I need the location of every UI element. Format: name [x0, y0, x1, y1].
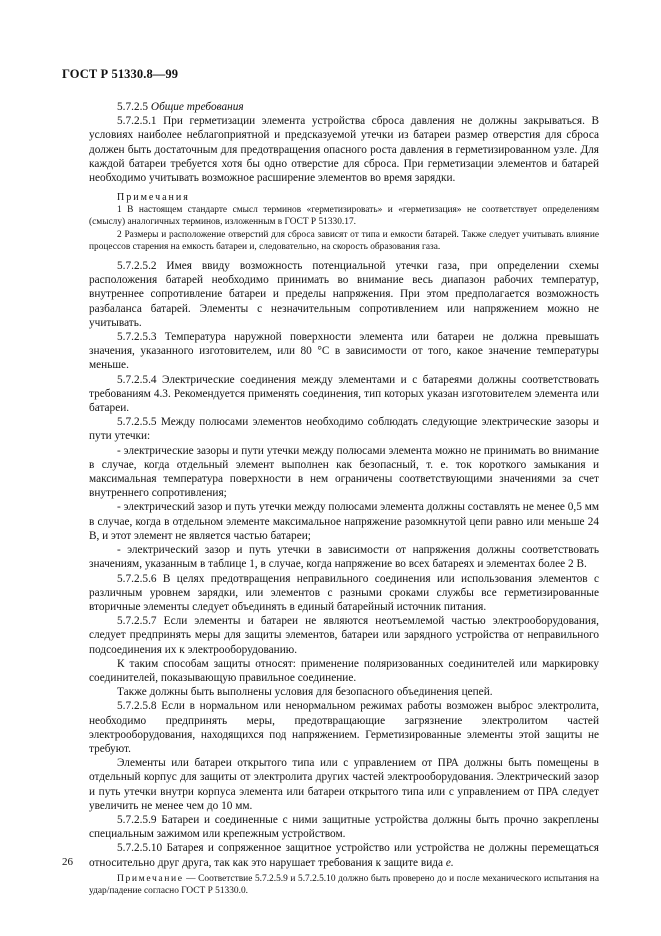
- protection-type-letter: е.: [445, 856, 454, 869]
- final-note-label: Примечание: [117, 872, 184, 884]
- paragraph-5-7-2-5-3: 5.7.2.5.3 Температура наружной поверхности элемента или батареи не должна превышать значения, указанного изготовителем, или 80 °С в зависимости от того, какое значение температуры меньше.: [89, 331, 599, 372]
- page-number: 26: [62, 856, 73, 868]
- note-2: 2 Размеры и расположение отверстий для сброса зависят от типа и емкости батарей. Также следует учитывать влияние процессов старения на емкость батареи и, следовательно, на скорость образования газа.: [89, 229, 599, 252]
- paragraph-safe-circuits: Также должны быть выполнены условия для безопасного объединения цепей.: [117, 686, 493, 699]
- list-item-clearance-3: - электрический зазор и путь утечки в зависимости от напряжения должны соответствовать значениям, указанным в таблице 1, в случае, когда напряжение во всех батареях и элементах более 2 В.: [89, 544, 599, 571]
- paragraph-5-7-2-5-4: 5.7.2.5.4 Электрические соединения между элементами и с батареями должны соответствовать требованиям 4.3. Рекомендуется применять соединения, тип которых указан изготовителем элемента или батареи.: [89, 373, 599, 415]
- note-1: 1 В настоящем стандарте смысл терминов «герметизировать» и «герметизация» не соответствует определениям (смыслу) аналогичных терминов, изложенным в ГОСТ Р 51330.17.: [89, 205, 599, 228]
- paragraph-5-7-2-5-5: 5.7.2.5.5 Между полюсами элементов необходимо соблюдать следующие электрические зазоры и пути утечки:: [89, 416, 599, 443]
- paragraph-5-7-2-5-9: 5.7.2.5.9 Батареи и соединенные с ними защитные устройства должны быть прочно закреплены специальным зажимом или крепежным устройством.: [89, 813, 599, 841]
- paragraph-5-7-2-5-6: 5.7.2.5.6 В целях предотвращения неправильного соединения или использования элементов с различным уровнем зарядки, или элементов с разными сроками службы все герметизированные вторичные элементы следует объединять в единый батарейный источник питания.: [89, 572, 599, 613]
- notes-title: Примечания: [117, 192, 190, 204]
- final-note-text: — Соответствие 5.7.2.5.9 и 5.7.2.5.10 должно быть проверено до и после механического испытания на удар/падение согласно ГОСТ Р 51330.0.: [89, 873, 599, 896]
- paragraph-5-7-2-5-10: [89, 841, 599, 869]
- paragraph-protection-methods: К таким способам защиты относят: применение поляризованных соединителей или маркировку соединителей, показывающую правильное соединение.: [89, 657, 599, 684]
- paragraph-5-7-2-5-7: 5.7.2.5.7 Если элементы и батареи не являются неотъемлемой частью электрооборудования, следует предпринять меры для защиты элементов, батареи или зарядного устройства от неправильного подсоединения их к электрооборудованию.: [89, 615, 599, 656]
- document-header: ГОСТ Р 51330.8—99: [62, 67, 179, 81]
- document-body: [89, 100, 599, 897]
- list-item-clearance-1: - электрические зазоры и пути утечки между полюсами элемента можно не принимать во внимание в случае, когда отдельный элемент выполнен как безопасный, т. е. ток короткого замыкания и максимальная температура поверхности в нем ограничены соответствующими значениями за счет внутреннего сопротивления;: [89, 444, 599, 500]
- paragraph-open-type-cells: Элементы или батареи открытого типа или с управлением от ПРА должны быть помещены в отдельный корпус для защиты от электролита других частей электрооборудования. Электрический зазор и путь утечки внутри корпуса элемента или батареи открытого типа или с управлением от ПРА следует увеличить не менее чем до 10 мм.: [89, 757, 599, 812]
- section-number: 5.7.2.5: [117, 101, 149, 113]
- paragraph-5-7-2-5-1: 5.7.2.5.1 При герметизации элемента устройства сброса давления не должны закрываться. В условиях наиболее неблагоприятной и предсказуемой утечки из батареи размер отверстия для сброса должен быть достаточным для предотвращения опасного роста давления в герметизированном узле. Для каждой батареи требуется хотя бы одно отверстие для сброса. При герметизации элементов и батарей необходимо учитывать возможное расширение элементов во время зарядки.: [89, 115, 599, 185]
- list-item-clearance-2: - электрический зазор и путь утечки между полюсами элемента должны составлять не менее 0,5 мм в случае, когда в отдельном элементе максимальное напряжение разомкнутой цепи равно или меньше 24 В, и этот элемент не является частью батареи;: [89, 501, 599, 542]
- final-note: [89, 873, 599, 897]
- section-title: Общие требования: [150, 101, 244, 113]
- paragraph-5-7-2-5-2: 5.7.2.5.2 Имея ввиду возможность потенциальной утечки газа, при определении схемы расположения батарей необходимо принимать во внимание весь диапазон рабочих температур, внутреннее сопротивление батареи и пределы напряжения. При этом предполагается возможность разбаланса батарей. Элементы с незначительным сопротивлением или напряжением можно не учитывать.: [89, 260, 599, 329]
- section-heading: [89, 100, 599, 114]
- paragraph-5-7-2-5-8: 5.7.2.5.8 Если в нормальном или ненормальном режимах работы возможен выброс электролита, необходимо предпринять меры, предотвращающие загрязнение электролитом частей электрооборудования, находящихся под напряжением. Герметизированные элементы этой защиты не требуют.: [89, 700, 599, 755]
- paragraph-5-7-2-5-10-text: 5.7.2.5.10 Батарея и сопряженное защитное устройство или устройства не должны перемещаться относительно друг друга, так как это нарушает требования к защите вида: [89, 842, 599, 869]
